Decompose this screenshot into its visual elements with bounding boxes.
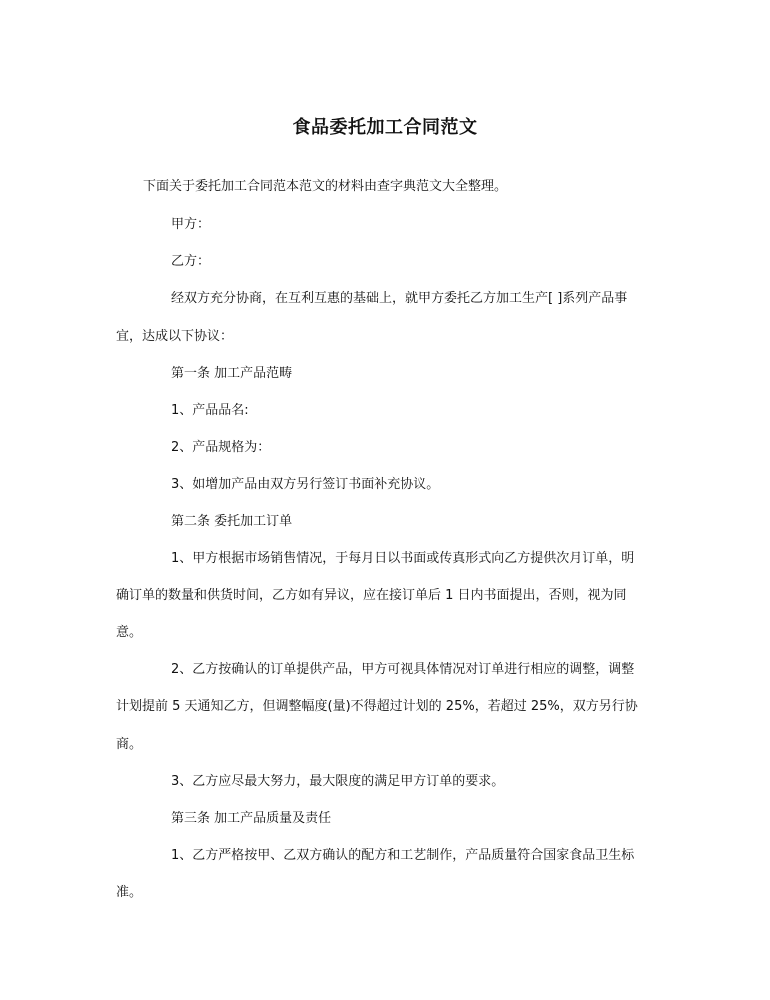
article-3-heading: 第三条 加工产品质量及责任: [171, 811, 332, 826]
preamble-line-2: 宜，达成以下协议：: [116, 329, 234, 344]
article-1-item-3: 3、如增加产品由双方另行签订书面补充协议。: [171, 477, 440, 492]
article-3-item-1-line-1: 1、乙方严格按甲、乙双方确认的配方和工艺制作，产品质量符合国家食品卫生标: [171, 848, 635, 863]
document-title: 食品委托加工合同范文: [292, 117, 478, 138]
article-1-item-2: 2、产品规格为：: [171, 440, 271, 455]
article-2-item-1-line-1: 1、甲方根据市场销售情况，于每月日以书面或传真形式向乙方提供次月订单，明: [171, 551, 635, 566]
article-2-item-3: 3、乙方应尽最大努力，最大限度的满足甲方订单的要求。: [171, 774, 505, 789]
article-3-item-1-line-2: 准。: [116, 885, 143, 900]
preamble-line-1: 经双方充分协商，在互利互惠的基础上，就甲方委托乙方加工生产[ ]系列产品事: [171, 291, 628, 306]
article-2-item-1-line-2: 确订单的数量和供货时间，乙方如有异议，应在接订单后 1 日内书面提出，否则，视为同: [116, 588, 627, 603]
article-1-heading: 第一条 加工产品范畴: [171, 366, 293, 381]
party-b-label: 乙方：: [171, 254, 211, 269]
article-2-item-2-line-1: 2、乙方按确认的订单提供产品，甲方可视具体情况对订单进行相应的调整，调整: [171, 662, 635, 677]
article-1-item-1: 1、产品品名:: [171, 403, 249, 418]
article-2-heading: 第二条 委托加工订单: [171, 514, 293, 529]
article-2-item-2-line-2: 计划提前 5 天通知乙方，但调整幅度(量)不得超过计划的 25%，若超过 25%，双方另行协: [116, 699, 638, 714]
article-2-item-1-line-3: 意。: [116, 625, 143, 640]
intro-paragraph: 下面关于委托加工合同范本范文的材料由查字典范文大全整理。: [143, 179, 508, 194]
party-a-label: 甲方：: [171, 217, 211, 232]
article-2-item-2-line-3: 商。: [116, 737, 143, 752]
